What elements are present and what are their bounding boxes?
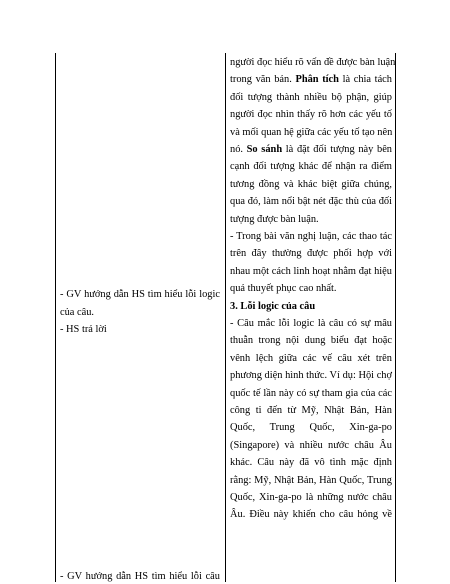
left-line-1: - GV hướng dẫn HS tìm hiểu lỗi logic — [60, 289, 220, 300]
right-line-1 — [230, 72, 392, 87]
left-line-3: - HS trả lời — [60, 324, 107, 335]
right-line-11: trên đây thường được phối hợp với — [230, 248, 392, 260]
right-line-22: (Singapore) và nhiều nước châu Âu — [230, 439, 392, 451]
right-line-5-pre: nó. — [230, 144, 247, 155]
right-line-24: rằng: Mỹ, Nhật Bản, Hàn Quốc, Trung — [230, 474, 392, 486]
right-line-17: vênh lệch giữa các vế câu xét trên — [230, 352, 392, 364]
right-line-26: Âu. Điều này khiến cho câu hỏng về — [230, 509, 392, 521]
right-line-13: quả thuyết phục cao nhất. — [230, 283, 337, 295]
right-line-3: người đọc nhìn thấy rõ hơn các yếu tố — [230, 109, 392, 121]
right-line-20: công ti đến từ Mỹ, Nhật Bản, Hàn — [230, 405, 392, 416]
right-line-4: và mối quan hệ giữa các yếu tố tạo nên — [230, 126, 393, 138]
content-table — [55, 53, 396, 582]
content-column — [226, 53, 396, 582]
right-line-5-post: là đặt đối tượng này bên — [282, 144, 392, 155]
right-line-15: - Câu mắc lỗi logic là câu có sự mâu — [230, 318, 392, 329]
section-heading-text: 3. Lỗi logic của câu — [230, 300, 316, 312]
right-line-10: - Trong bài văn nghị luận, các thao tác — [230, 231, 392, 242]
term-so-sanh: So sánh — [246, 144, 283, 155]
left-line-4: - GV hướng dẫn HS tìm hiểu lỗi câu — [60, 571, 220, 582]
right-line-1-post: là chia tách — [338, 74, 392, 86]
right-line-5 — [230, 142, 392, 157]
right-line-18: phương diện hình thức. Ví dụ: Hội chợ — [230, 370, 392, 382]
right-line-19: quốc tế lần này có sự tham gia của các — [230, 387, 392, 399]
left-line-2: của câu. — [60, 306, 95, 318]
right-line-25: Quốc, Xin-ga-po là những nước châu — [230, 492, 392, 503]
right-line-12: nhau một cách linh hoạt nhằm đạt hiệu — [230, 265, 392, 277]
section-heading — [230, 299, 392, 314]
right-line-1-pre: trong văn bản. — [230, 74, 296, 86]
teacher-activity-column — [56, 53, 225, 582]
right-line-2: đối tượng thành nhiều bộ phận, giúp — [230, 91, 392, 103]
right-line-7: tương đồng và khác biệt giữa chúng, — [230, 178, 392, 190]
right-line-0: người đọc hiểu rõ vấn đề được bàn luận — [230, 57, 396, 68]
term-phan-tich: Phân tích — [295, 74, 339, 86]
right-line-23: khác. Câu này đã vô tình mặc định — [230, 457, 392, 469]
right-line-8: qua đó, làm nổi bật nét đặc thù của đối — [230, 196, 392, 208]
right-line-6: cạnh đối tượng khác để nhận ra điểm — [230, 161, 392, 173]
right-line-21: Quốc, Trung Quốc, Xin-ga-po — [230, 422, 392, 434]
right-line-9: tượng được bàn luận. — [230, 213, 319, 225]
right-line-16: thuẫn trong nội dung biểu đạt hoặc — [230, 335, 392, 347]
